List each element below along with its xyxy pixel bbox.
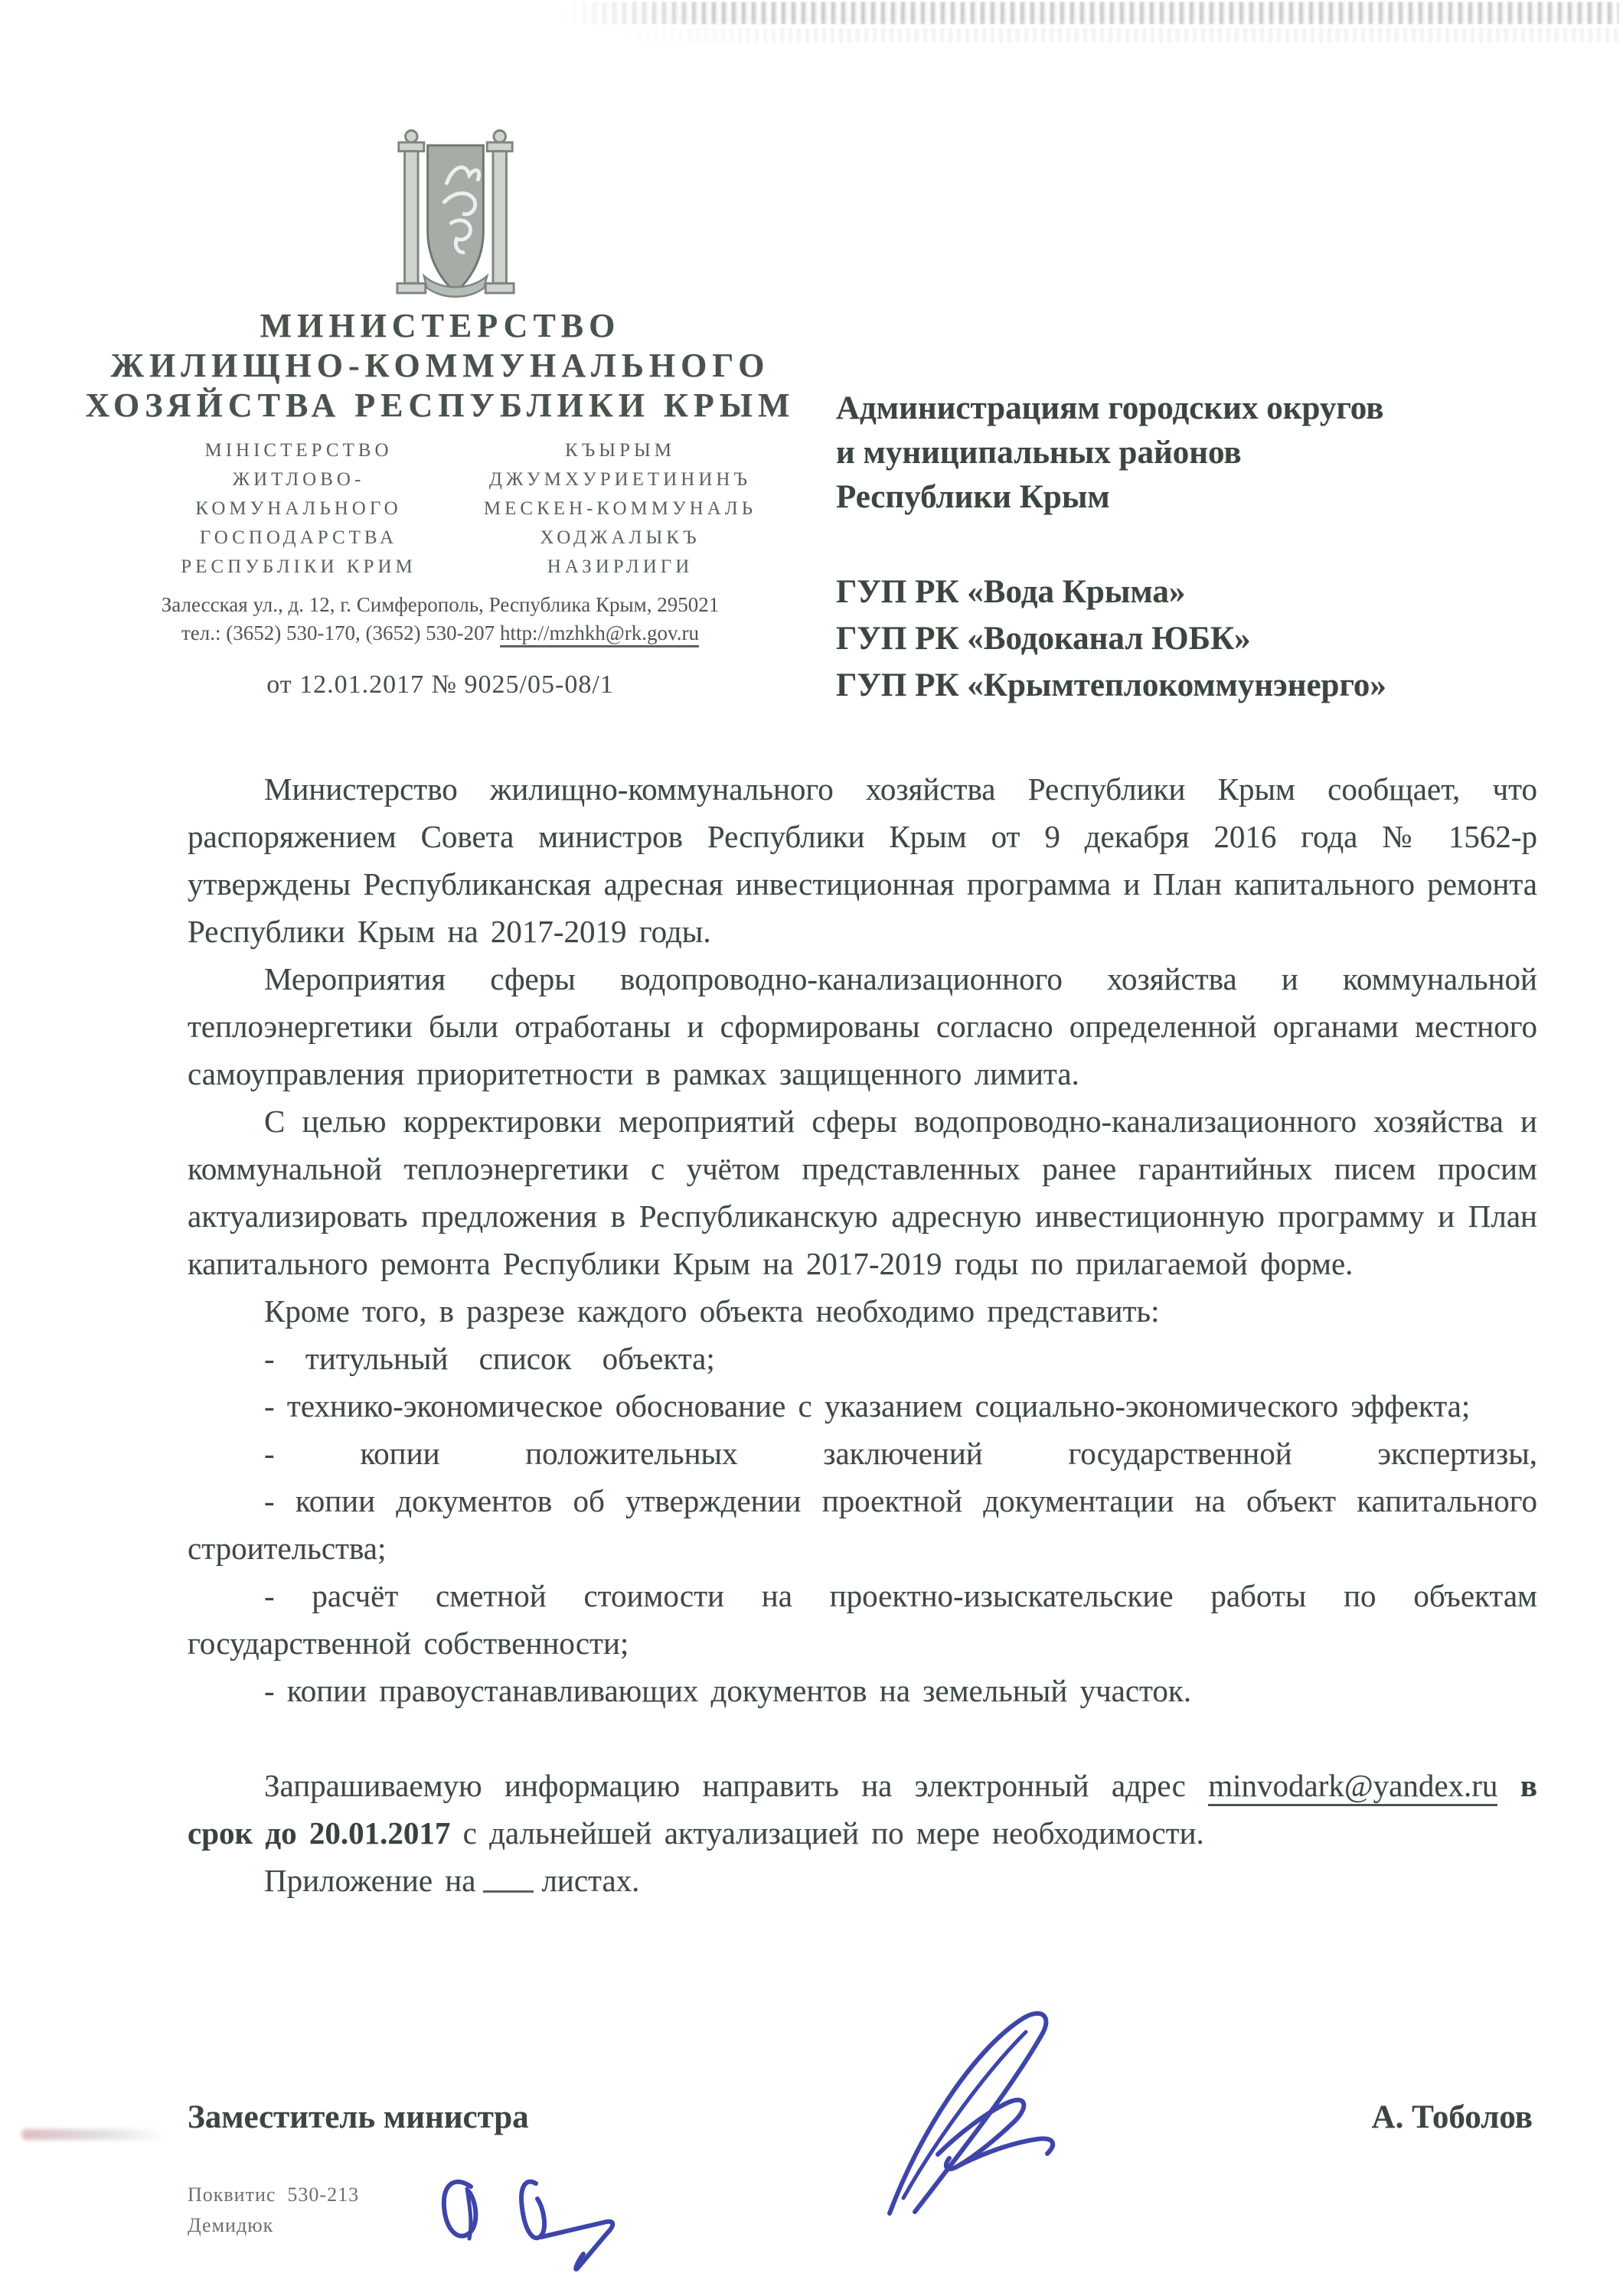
addressee-line: Республики Крым — [836, 479, 1110, 515]
signature-row — [188, 2099, 1533, 2136]
site-link[interactable]: http://mzhkh@rk.gov.ru — [500, 621, 699, 647]
attachment-post: листах. — [541, 1863, 640, 1898]
org-line: ГУП РК «Вода Крыма» — [836, 574, 1186, 610]
signer-position: Заместитель министра — [188, 2099, 529, 2135]
email-link[interactable]: minvodark@yandex.ru — [1208, 1768, 1497, 1806]
ministry-crh-line: ХОДЖАЛЫКЪ — [540, 527, 700, 548]
addressee-block — [836, 386, 1586, 709]
ref-number-line: от 12.01.2017 № 9025/05-08/1 — [266, 670, 614, 699]
executor-line-1: Поквитис 530-213 — [188, 2183, 360, 2206]
list-item: - копии положительных заключений государственной экспертизы, — [264, 1436, 1537, 1471]
ministry-crh-line: ДЖУМХУРИЕТИНИНЪ — [488, 469, 752, 490]
attachment-pre: Приложение на — [264, 1863, 476, 1898]
closing-pre: Запрашиваемую информацию направить на электронный адрес — [264, 1768, 1209, 1803]
paragraph-2: Мероприятия сферы водопроводно-канализационного хозяйства и коммунальной теплоэнергетики были отработаны и сформированы согласно определенной органами местного самоуправления приоритетности в рамках защищенного лимита. — [188, 961, 1537, 1091]
ministry-name-ukrainian — [100, 436, 498, 582]
executor-line-2: Демидюк — [188, 2214, 274, 2236]
scan-smudge-mark — [21, 2129, 167, 2140]
ministry-name-crimean-tatar — [444, 436, 796, 582]
phone-numbers: тел.: (3652) 530-170, (3652) 530-207 — [181, 621, 500, 644]
signature-ink-secondary — [413, 2177, 643, 2292]
org-line: ГУП РК «Крымтеплокоммунэнерго» — [836, 667, 1386, 703]
ministry-crh-line: НАЗИРЛИГИ — [547, 556, 694, 577]
letter-body — [188, 765, 1537, 1904]
list-item: - копии правоустанавливающих документов на земельный участок. — [264, 1673, 1192, 1708]
ministry-ua-line: ЖИТЛОВО- — [232, 469, 365, 490]
address-block — [73, 591, 808, 647]
org-line: ГУП РК «Водоканал ЮБК» — [836, 621, 1251, 657]
paragraph-3: С целью корректировки мероприятий сферы водопроводно-канализационного хозяйства и коммунальной теплоэнергетики с учётом представленных ранее гарантийных писем просим актуализировать предложения в Республиканскую адресную инвестиционную программу и План капитального ремонта Республики Крым на 2017-2019 годы по прилагаемой форме. — [188, 1104, 1537, 1281]
ministry-ua-line: МІНІСТЕРСТВО — [204, 440, 393, 461]
list-item: - копии документов об утверждении проектной документации на объект капитального строительства; — [188, 1483, 1537, 1566]
ministry-title-line: ХОЗЯЙСТВА РЕСПУБЛИКИ КРЫМ — [85, 386, 795, 424]
ministry-title-line: МИНИСТЕРСТВО — [260, 307, 621, 344]
attachment-line — [188, 1857, 1537, 1904]
paragraph-1: Министерство жилищно-коммунального хозяйства Республики Крым сообщает, что распоряжением Совета министров Республики Крым от 9 декабря 2016 года № 1562-р утверждены Республиканская адресная инвестиционная программа и План капитального ремонта Республики Крым на 2017-2019 годы. — [188, 771, 1537, 949]
deadline-text: в срок до 20.01.2017 — [188, 1768, 1537, 1851]
signer-name: А. Тоболов — [1371, 2099, 1533, 2135]
crimea-coat-of-arms-icon — [394, 126, 517, 306]
attachment-blank-field — [483, 1866, 534, 1893]
addressee-line: и муниципальных районов — [836, 435, 1242, 471]
list-item: - технико-экономическое обоснование с указанием социально-экономического эффекта; — [264, 1388, 1471, 1424]
addressee-line: Администрациям городских округов — [836, 390, 1384, 426]
scan-noise-band-2 — [612, 28, 1623, 43]
signature-ink-main — [873, 1990, 1072, 2227]
ministry-crh-line: КЪЫРЫМ — [564, 440, 676, 461]
ministry-ua-line: РЕСПУБЛІКИ КРИМ — [181, 556, 416, 577]
paragraph-4: Кроме того, в разрезе каждого объекта необходимо представить: — [264, 1293, 1160, 1329]
list-item: - расчёт сметной стоимости на проектно-изыскательские работы по объектам государственной собственности; — [188, 1578, 1537, 1661]
ministry-ua-line: ГОСПОДАРСТВА — [199, 527, 398, 548]
addressee-organizations — [836, 569, 1586, 709]
ministry-title-line: ЖИЛИЩНО-КОММУНАЛЬНОГО — [110, 347, 770, 384]
closing-paragraph — [188, 1762, 1537, 1857]
address-line: Залесская ул., д. 12, г. Симферополь, Республика Крым, 295021 — [161, 593, 720, 616]
ministry-title — [46, 306, 834, 426]
ministry-crh-line: МЕСКЕН-КОММУНАЛЬ — [483, 498, 757, 519]
scan-noise-band — [563, 2, 1619, 24]
ministry-ua-line: КОМУНАЛЬНОГО — [195, 498, 402, 519]
list-item: - титульный список объекта; — [264, 1341, 715, 1376]
closing-post: с дальнейшей актуализацией по мере необходимости. — [462, 1815, 1204, 1851]
executor-note — [188, 2180, 359, 2241]
phone-line — [73, 619, 808, 647]
